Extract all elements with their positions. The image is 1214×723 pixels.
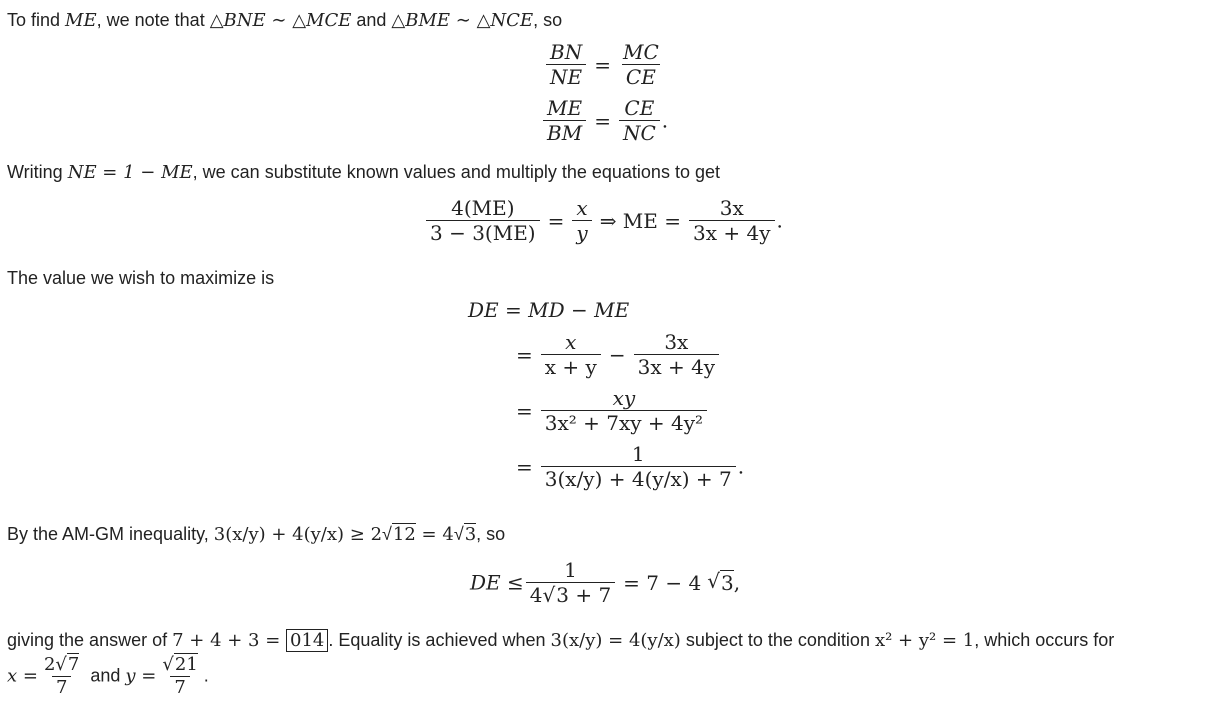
denominator: NE <box>546 64 586 89</box>
text: and <box>85 665 126 686</box>
denominator: 3(x/y) + 4(y/x) + 7 <box>541 466 736 491</box>
period: . <box>776 208 783 233</box>
text: . Equality is achieved when <box>328 630 551 650</box>
intro-sentence <box>7 10 562 31</box>
math-x: x = <box>7 665 38 687</box>
equals: = <box>516 342 533 367</box>
denominator: 7 <box>52 676 71 699</box>
period: . <box>661 108 669 133</box>
de-line-1 <box>468 298 629 322</box>
denominator: 3x + 4y <box>689 220 775 245</box>
numerator: 4(ME) <box>451 196 515 220</box>
numerator: ME <box>547 96 583 120</box>
de-line-2 <box>510 330 721 379</box>
text: giving the answer of <box>7 630 173 650</box>
text: By the AM-GM inequality, <box>7 524 214 544</box>
math-equals-4: = 4 <box>415 524 454 545</box>
denominator: 3 − 3(ME) <box>426 220 540 245</box>
numerator: BN <box>550 40 583 64</box>
radical-icon: √ <box>382 524 392 544</box>
equals: = <box>516 398 533 423</box>
numerator: xy <box>612 386 636 410</box>
text: , so <box>476 524 506 544</box>
radical-icon: √ <box>707 569 720 593</box>
numerator: 1 <box>631 442 645 466</box>
math-condition: x² + y² = 1 <box>874 630 975 651</box>
answer-sentence <box>7 630 1114 651</box>
de-line-4 <box>510 442 744 491</box>
denominator: 3x² + 7xy + 4y² <box>541 410 707 435</box>
numerator: x <box>565 330 577 354</box>
denominator: NC <box>619 120 660 145</box>
denominator: x + y <box>541 354 601 379</box>
denominator: CE <box>622 64 660 89</box>
ratio-equation-1 <box>544 40 665 89</box>
equals: = <box>547 208 565 233</box>
period: . <box>737 454 745 479</box>
ratio-equation-2 <box>541 96 668 145</box>
denominator <box>526 582 615 607</box>
math-equality: 3(x/y) = 4(y/x) <box>550 630 681 651</box>
math-me: ME <box>65 10 97 31</box>
numerator: CE <box>624 96 655 120</box>
text: , so <box>533 10 563 30</box>
equals: = <box>516 454 533 479</box>
numerator <box>158 654 201 676</box>
minus: − <box>608 342 626 367</box>
text: subject to the condition <box>680 630 875 650</box>
answer-box: 014 <box>286 629 328 652</box>
rhs: = 7 − 4 <box>623 570 702 595</box>
lhs: DE ≤ <box>470 570 524 595</box>
text: Writing <box>7 162 68 182</box>
numerator <box>40 654 83 676</box>
text: , which occurs for <box>974 630 1115 650</box>
sqrt-12: 12 <box>392 524 416 545</box>
numerator: 3x <box>664 330 689 354</box>
sqrt-7: 7 <box>67 654 80 675</box>
text: , we note that <box>96 10 210 30</box>
text: and <box>351 10 392 30</box>
coef: 2 <box>43 654 56 675</box>
equals: = <box>594 108 611 133</box>
radical-icon: √ <box>453 524 464 544</box>
sqrt-3: 3 <box>720 570 734 595</box>
de-line-3 <box>510 386 709 435</box>
amgm-sentence <box>7 524 505 545</box>
substitution-sentence <box>7 162 720 183</box>
numerator: x <box>576 196 588 220</box>
math-similar-1: △BNE ∼ △MCE <box>209 10 352 31</box>
expression: DE = MD − ME <box>468 298 630 322</box>
radical-icon: √ <box>55 654 67 675</box>
equals: = <box>594 52 611 77</box>
denominator: 7 <box>170 676 189 699</box>
period: . <box>203 665 209 686</box>
denominator: 3x + 4y <box>634 354 720 379</box>
maximize-sentence <box>7 268 274 289</box>
denominator: BM <box>543 120 586 145</box>
text: The value we wish to maximize is <box>7 268 275 288</box>
de-bound-equation <box>470 558 740 607</box>
sqrt-21: 21 <box>174 654 198 675</box>
math-sum: 7 + 4 + 3 = <box>172 630 287 651</box>
numerator: 3x <box>719 196 744 220</box>
implies: ⇒ ME = <box>599 208 681 233</box>
sqrt-3: 3 <box>464 524 477 545</box>
plus-7: + 7 <box>568 583 612 607</box>
math-ne: NE = 1 − ME <box>67 162 193 183</box>
denominator: y <box>572 220 591 245</box>
math-amgm: 3(x/y) + 4(y/x) ≥ 2 <box>213 524 383 545</box>
coef: 4 <box>529 583 543 607</box>
radical-icon: √ <box>162 654 174 675</box>
solution-values <box>7 654 209 698</box>
math-similar-2: △BME ∼ △NCE <box>391 10 534 31</box>
numerator: MC <box>622 40 659 64</box>
text: , we can substitute known values and multiply the equations to get <box>192 162 720 182</box>
numerator: 1 <box>564 558 577 582</box>
text: To find <box>7 10 66 30</box>
me-equation <box>424 196 783 245</box>
radical-icon: √ <box>542 583 556 607</box>
math-y: y = <box>125 665 157 687</box>
comma: , <box>733 570 741 595</box>
sqrt-3: 3 <box>556 583 569 607</box>
